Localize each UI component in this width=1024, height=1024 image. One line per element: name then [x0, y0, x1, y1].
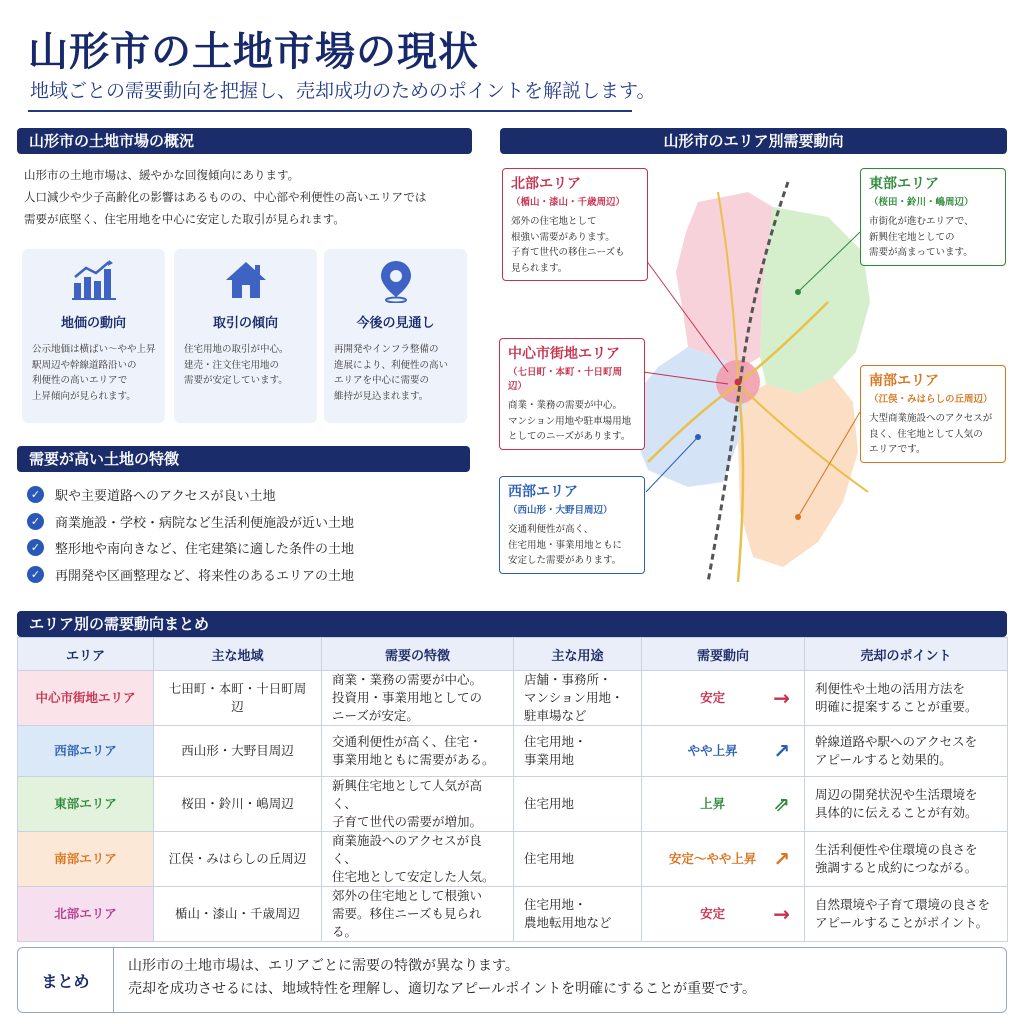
card-text [334, 342, 461, 404]
callout-line: 新興住宅地としての [869, 231, 955, 243]
check-icon: ✓ [27, 539, 44, 556]
features-heading: 需要が高い土地の特徴 [17, 446, 470, 472]
trend-arrow-icon: → [773, 686, 790, 710]
trend-label: 上昇 [700, 796, 726, 811]
column-header: 主な用途 [514, 638, 642, 671]
callout-line: 住宅用地・事業用地ともに [508, 539, 623, 551]
cell-area: 中心市街地エリア [18, 671, 154, 726]
overview-line: 山形市の土地市場は、緩やかな回復傾向にあります。 [24, 168, 300, 182]
callout-text [869, 214, 997, 261]
cell-feature [322, 832, 514, 887]
cell-line: 事業用地 [524, 752, 575, 767]
cell-line: アピールすると効果的。 [815, 752, 952, 767]
callout-sub: （桜田・鈴川・嶋周辺） [869, 197, 974, 208]
feature-item [27, 564, 354, 584]
cell-place: 桜田・鈴川・嶋周辺 [154, 777, 322, 832]
trend-label: 安定 [700, 906, 726, 921]
cell-use [514, 726, 642, 777]
feature-text: 商業施設・学校・病院など生活利便施設が近い土地 [55, 515, 355, 531]
card-line: エリアを中心に需要の [334, 375, 430, 386]
trend-indicator [642, 847, 804, 871]
page-title: 山形市の土地市場の現状 [28, 29, 479, 75]
column-header: エリア [18, 638, 154, 671]
callout-east [860, 168, 1006, 266]
table-row [18, 671, 1008, 726]
card-line: 建売・注文住宅用地の [184, 359, 280, 371]
callout-north [502, 168, 648, 281]
overview-line: 需要が底堅く、住宅用地を中心に安定した取引が見られます。 [24, 212, 345, 226]
feature-text: 整形地や南向きなど、住宅建築に適した条件の土地 [55, 541, 355, 557]
callout-line: 市街化が進むエリアで、 [869, 216, 974, 227]
cell-area: 南部エリア [18, 832, 154, 887]
callout-line: 交通利便性が高く、 [508, 524, 594, 535]
cell-point [805, 777, 1008, 832]
trend-label: 安定 [700, 690, 726, 705]
card-line: 公示地価は横ばい〜やや上昇 [32, 344, 156, 355]
cell-feature [322, 777, 514, 832]
callout-sub: （西山形・大野目周辺） [508, 505, 613, 516]
card-title: 地価の動向 [60, 316, 126, 331]
conclusion-box [17, 947, 1007, 1013]
column-header: 需要の特徴 [322, 638, 514, 671]
callout-text [508, 398, 636, 445]
card-line: 需要が安定しています。 [184, 375, 288, 386]
cell-line: 住宅地として安定した人気。 [332, 869, 495, 884]
card-land-price [22, 249, 165, 423]
cell-point [805, 726, 1008, 777]
cell-trend [642, 832, 805, 887]
column-header: 売却のポイント [805, 638, 1008, 671]
cell-feature [322, 726, 514, 777]
trend-indicator [642, 902, 804, 926]
card-line: 進展により、利便性の高い [334, 359, 449, 371]
overview-heading: 山形市の土地市場の概況 [17, 128, 472, 154]
map-marker [795, 514, 801, 520]
callout-line: エリアです。 [869, 444, 926, 455]
callout-name: 東部エリア [869, 176, 939, 192]
trend-arrow-icon: ⇗ [773, 792, 790, 816]
cell-line: 自然環境や子育て環境の良さを [815, 897, 991, 912]
callout-line: 子育て世代の移住ニーズも [511, 247, 625, 258]
cell-line: 投資用・事業用地としての [332, 690, 483, 705]
trend-arrow-icon: ↗ [773, 739, 790, 763]
summary-table [17, 637, 1008, 942]
card-transactions [174, 249, 317, 423]
cell-trend [642, 777, 805, 832]
cell-use [514, 777, 642, 832]
conclusion-line: 売却を成功させるには、地域特性を理解し、適切なアピールポイントを明確にすることが重要です。 [128, 981, 757, 997]
cell-feature [322, 671, 514, 726]
table-header-row [18, 638, 1008, 671]
callout-line: 安定した需要があります。 [508, 555, 622, 566]
cell-line: 店舗・事務所・ [524, 672, 612, 687]
card-line: 住宅用地の取引が中心。 [184, 344, 289, 355]
callout-name: 北部エリア [511, 176, 581, 192]
callout-south [860, 365, 1006, 463]
card-text [184, 342, 311, 389]
column-header: 主な地域 [154, 638, 322, 671]
cell-line: 事業用地ともに需要がある。 [332, 752, 495, 767]
callout-name: 中心市街地エリア [508, 346, 620, 362]
conclusion-label: まとめ [18, 948, 114, 1012]
house-icon [174, 259, 317, 301]
cell-trend [642, 726, 805, 777]
cell-line: 周辺の開発状況や生活環境を [815, 787, 978, 802]
callout-sub: （楯山・漆山・千歳周辺） [511, 197, 626, 208]
cell-line: 住宅用地 [524, 796, 575, 811]
conclusion-text [114, 948, 770, 1012]
page-subtitle: 地域ごとの需要動向を把握し、売却成功のためのポイントを解説します。 [30, 80, 656, 102]
callout-sub: （七日町・本町・十日町周辺） [508, 367, 623, 392]
cell-area: 西部エリア [18, 726, 154, 777]
cell-line: 幹線道路や駅へのアクセスを [815, 734, 978, 749]
callout-line: 郊外の住宅地として [511, 216, 597, 227]
cell-line: 利便性や土地の活用方法を [815, 681, 966, 696]
cell-use [514, 887, 642, 942]
map-marker [795, 289, 801, 295]
callout-text [511, 214, 639, 276]
callout-line: 需要が高まっています。 [869, 247, 973, 258]
map-marker [695, 434, 701, 440]
column-header: 需要動向 [642, 638, 805, 671]
card-title: 取引の傾向 [212, 316, 278, 331]
cell-point [805, 671, 1008, 726]
feature-item [27, 484, 276, 504]
trend-indicator [642, 739, 804, 763]
callout-line: 大型商業施設へのアクセスが [869, 413, 993, 424]
trend-arrow-icon: ↗ [773, 847, 790, 871]
cell-feature [322, 887, 514, 942]
callout-name: 西部エリア [508, 484, 578, 500]
cell-place: 七田町・本町・十日町周辺 [154, 671, 322, 726]
cell-area: 北部エリア [18, 887, 154, 942]
area-map [498, 162, 1008, 598]
conclusion-line: 山形市の土地市場は、エリアごとに需要の特徴が異なります。 [128, 958, 519, 974]
cell-line: 住宅用地・ [524, 897, 587, 912]
table-row [18, 887, 1008, 942]
table-row [18, 777, 1008, 832]
cell-line: ニーズが安定。 [332, 708, 419, 723]
trend-label: やや上昇 [687, 743, 738, 758]
cell-use [514, 671, 642, 726]
location-pin-icon [324, 259, 467, 301]
cell-line: 子育て世代の需要が増加。 [332, 814, 483, 829]
cell-line: 農地転用地など [524, 915, 612, 930]
map-heading: 山形市のエリア別需要動向 [500, 128, 1007, 154]
cell-line: 新興住宅地として人気が高く、 [332, 778, 483, 811]
cell-line: 商業施設へのアクセスが良く、 [332, 833, 482, 866]
check-icon: ✓ [27, 486, 44, 503]
title-divider [28, 110, 632, 112]
card-line: 上昇傾向が見られます。 [32, 390, 136, 402]
callout-name: 南部エリア [869, 373, 939, 389]
trend-arrow-icon: → [773, 902, 790, 926]
feature-item [27, 511, 354, 531]
trend-indicator [642, 792, 804, 816]
card-outlook [324, 249, 467, 423]
cell-line: 駐車場など [524, 708, 587, 723]
cell-line: 郊外の住宅地として根強い [332, 888, 483, 903]
card-line: 再開発やインフラ整備の [334, 344, 439, 355]
cell-line: 生活利便性や住環境の良さを [815, 842, 978, 857]
cell-line: 住宅用地 [524, 851, 575, 866]
card-line: 維持が見込まれます。 [334, 390, 429, 402]
map-marker [735, 379, 742, 386]
check-icon: ✓ [27, 513, 44, 530]
cell-place: 西山形・大野目周辺 [154, 726, 322, 777]
cell-point [805, 832, 1008, 887]
cell-line: 住宅用地・ [524, 734, 587, 749]
table-row [18, 832, 1008, 887]
callout-text [508, 522, 636, 569]
callout-sub: （江俣・みはらしの丘周辺） [869, 394, 993, 405]
trend-label: 安定〜やや上昇 [668, 851, 757, 866]
trend-indicator [642, 686, 804, 710]
cell-point [805, 887, 1008, 942]
callout-line: 根強い需要があります。 [511, 231, 615, 243]
overview-text [24, 164, 426, 230]
cell-line: 具体的に伝えることが有効。 [815, 805, 978, 820]
callout-line: マンション用地や駐車場用地 [508, 415, 632, 427]
card-line: 駅周辺や幹線道路沿いの [32, 359, 137, 371]
table-row [18, 726, 1008, 777]
callout-west [499, 476, 645, 574]
overview-line: 人口減少や少子高齢化の影響はあるものの、中心部や利便性の高いエリアでは [24, 190, 427, 204]
callout-center [499, 338, 645, 450]
callout-line: としてのニーズがあります。 [508, 431, 631, 442]
bar-chart-icon [22, 259, 165, 301]
cell-use [514, 832, 642, 887]
cell-line: 明確に提案することが重要。 [815, 699, 978, 714]
summary-heading: エリア別の需要動向まとめ [17, 611, 1007, 637]
cell-line: 強調すると成約につながる。 [815, 860, 978, 875]
callout-line: 商業・業務の需要が中心。 [508, 400, 623, 411]
cell-line: 需要。移住ニーズも見られる。 [332, 906, 482, 939]
card-text [32, 342, 159, 404]
cell-place: 楯山・漆山・千歳周辺 [154, 887, 322, 942]
callout-line: 見られます。 [511, 262, 568, 274]
cell-line: 交通利便性が高く、住宅・ [332, 734, 482, 749]
feature-text: 駅や主要道路へのアクセスが良い土地 [55, 488, 276, 504]
cell-area: 東部エリア [18, 777, 154, 832]
cell-line: 商業・業務の需要が中心。 [332, 672, 483, 687]
cell-place: 江俣・みはらしの丘周辺 [154, 832, 322, 887]
cell-trend [642, 671, 805, 726]
card-line: 利便性の高いエリアで [32, 375, 128, 386]
callout-text [869, 411, 997, 458]
card-title: 今後の見通し [356, 316, 435, 331]
map-region-east [760, 207, 870, 394]
cell-line: アピールすることがポイント。 [815, 915, 989, 930]
feature-text: 再開発や区画整理など、将来性のあるエリアの土地 [55, 568, 355, 584]
check-icon: ✓ [27, 566, 44, 583]
feature-item [27, 537, 354, 557]
cell-trend [642, 887, 805, 942]
cell-line: マンション用地・ [524, 690, 624, 705]
callout-line: 良く、住宅地として人気の [869, 428, 983, 440]
